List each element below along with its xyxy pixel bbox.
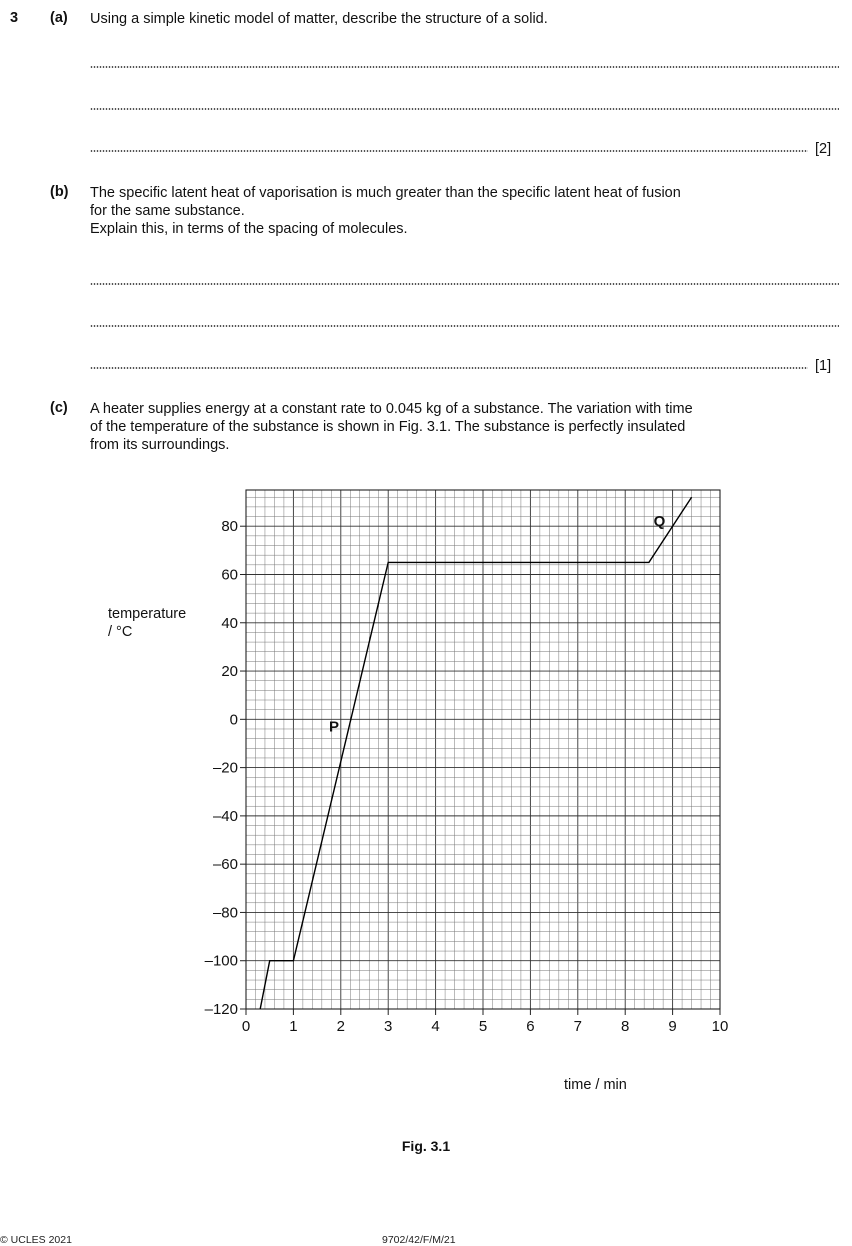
question-number: 3 xyxy=(10,10,19,26)
y-tick-label: 20 xyxy=(221,663,238,681)
x-tick-label: 9 xyxy=(668,1018,677,1035)
x-tick-label: 2 xyxy=(336,1018,345,1035)
part-b-line-2: for the same substance. xyxy=(90,203,245,219)
footer-code: 9702/42/F/M/21 xyxy=(382,1234,456,1246)
x-tick-label: 4 xyxy=(431,1018,440,1035)
part-b-line-3: Explain this, in terms of the spacing of molecules. xyxy=(90,221,408,237)
y-axis-label-line-1: temperature xyxy=(108,606,187,622)
y-tick-label: 80 xyxy=(221,518,238,536)
x-tick-label: 10 xyxy=(711,1018,729,1035)
temperature-curve xyxy=(260,497,691,1009)
x-tick-label: 1 xyxy=(289,1018,298,1035)
point-label-p: P xyxy=(328,718,339,736)
y-tick-label: –100 xyxy=(204,952,238,970)
y-tick-label: –40 xyxy=(212,807,238,825)
x-tick-label: 7 xyxy=(573,1018,582,1035)
part-a-question-text: Using a simple kinetic model of matter, describe the structure of a solid. xyxy=(90,11,548,27)
point-label-q: Q xyxy=(653,513,666,531)
y-tick-label: 0 xyxy=(229,711,238,729)
y-tick-label: –20 xyxy=(212,759,238,777)
y-tick-label: 60 xyxy=(221,566,238,584)
part-c-label: (c) xyxy=(50,400,68,416)
x-tick-label: 6 xyxy=(526,1018,535,1035)
y-tick-label: –120 xyxy=(204,1001,238,1018)
part-b-marks: [1] xyxy=(815,358,832,374)
footer-copyright: © UCLES 2021 xyxy=(0,1234,72,1246)
y-axis-label-line-2: / °C xyxy=(108,624,133,640)
part-b-label: (b) xyxy=(50,184,69,200)
y-tick-label: –60 xyxy=(212,856,238,874)
x-tick-label: 5 xyxy=(478,1018,488,1035)
x-axis-label: time / min xyxy=(564,1077,627,1093)
chart-axes xyxy=(240,490,720,1015)
x-tick-label: 3 xyxy=(384,1018,393,1035)
part-b-line-1: The specific latent heat of vaporisation is much greater than the specific latent heat of fusion xyxy=(90,185,681,201)
part-c-line-2: of the temperature of the substance is shown in Fig. 3.1. The substance is perfectly insulated xyxy=(90,419,686,435)
chart-grid xyxy=(246,490,720,1009)
figure-caption: Fig. 3.1 xyxy=(401,1138,451,1154)
chart-series xyxy=(260,497,691,1009)
part-a-label: (a) xyxy=(50,10,68,26)
y-tick-label: 40 xyxy=(221,614,238,632)
part-c-line-1: A heater supplies energy at a constant rate to 0.045 kg of a substance. The variation with time xyxy=(90,401,693,417)
x-tick-label: 0 xyxy=(241,1018,251,1035)
part-a-marks: [2] xyxy=(815,141,832,157)
y-tick-label: –80 xyxy=(212,904,238,922)
part-c-line-3: from its surroundings. xyxy=(90,437,230,453)
chart-labels xyxy=(205,513,729,1035)
x-tick-label: 8 xyxy=(621,1018,630,1035)
